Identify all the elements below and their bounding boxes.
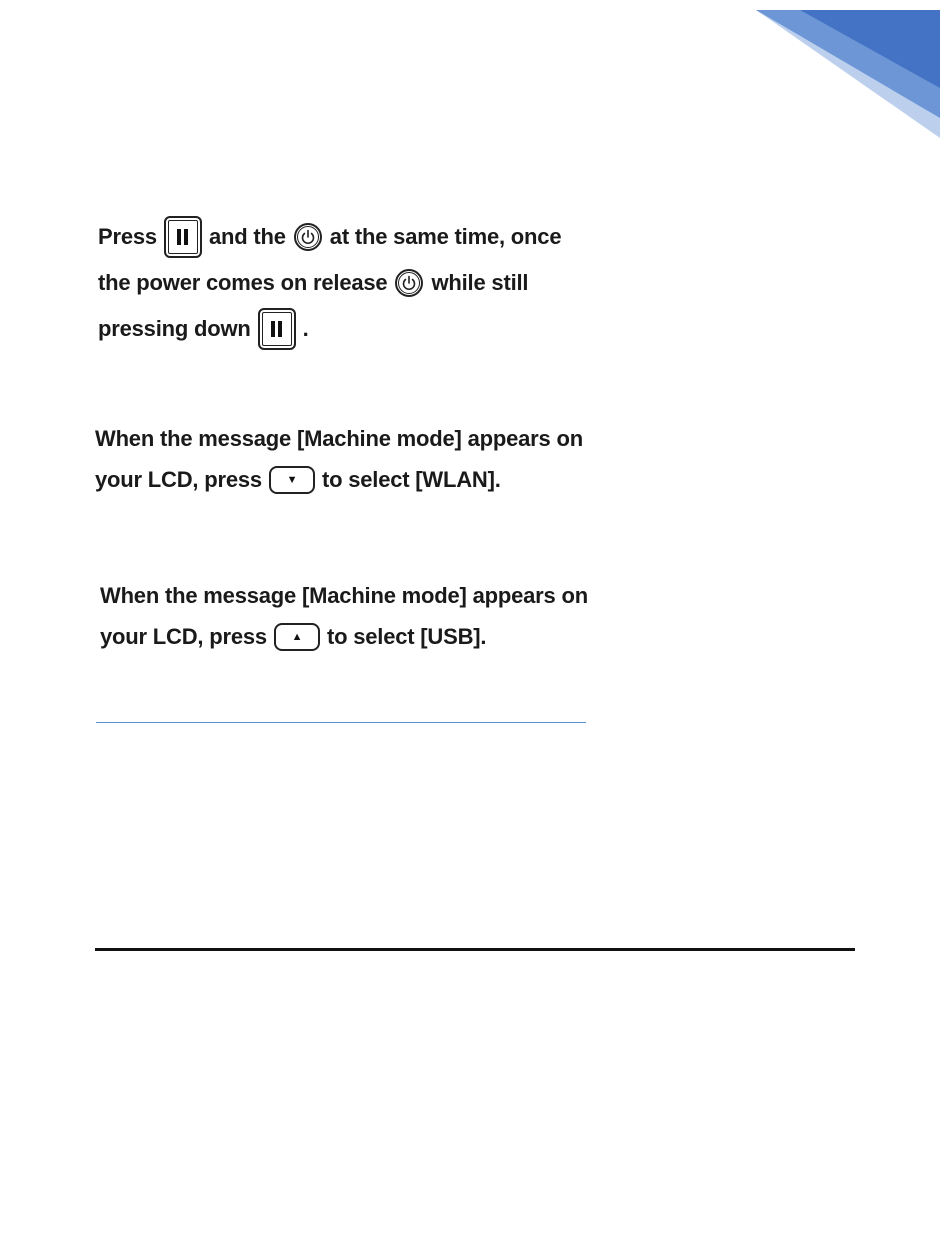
power-icon xyxy=(293,222,323,252)
instruction-select-wlan xyxy=(95,418,583,500)
instruction-line xyxy=(100,616,588,657)
instruction-text: at the same time, once xyxy=(329,224,562,249)
pause-icon xyxy=(258,308,296,350)
instruction-line xyxy=(98,306,561,352)
instruction-text: pressing down xyxy=(98,316,251,341)
instruction-line xyxy=(100,575,588,616)
instruction-text: your LCD, press xyxy=(95,466,262,492)
instruction-power-on xyxy=(98,214,561,352)
instruction-line xyxy=(95,418,583,459)
section-divider-blue xyxy=(96,722,586,723)
instruction-line xyxy=(98,260,561,306)
down-arrow-icon: ▼ xyxy=(269,466,315,494)
instruction-text: Press xyxy=(98,224,157,249)
instruction-text: . xyxy=(302,316,309,341)
corner-decoration xyxy=(740,0,950,150)
instruction-line xyxy=(95,459,583,500)
power-icon xyxy=(394,268,424,298)
instruction-text: while still xyxy=(431,270,529,295)
up-arrow-icon: ▲ xyxy=(274,623,320,651)
footer-divider xyxy=(95,948,855,951)
instruction-text: When the message [Machine mode] appears on xyxy=(95,425,583,451)
instruction-text: When the message [Machine mode] appears on xyxy=(100,582,588,608)
instruction-text: your LCD, press xyxy=(100,623,267,649)
instruction-text: and the xyxy=(208,224,286,249)
instruction-text: the power comes on release xyxy=(98,270,388,295)
instruction-text: to select [WLAN]. xyxy=(321,466,501,492)
pause-icon xyxy=(164,216,202,258)
instruction-text: to select [USB]. xyxy=(326,623,487,649)
instruction-select-usb xyxy=(100,575,588,657)
instruction-line xyxy=(98,214,561,260)
